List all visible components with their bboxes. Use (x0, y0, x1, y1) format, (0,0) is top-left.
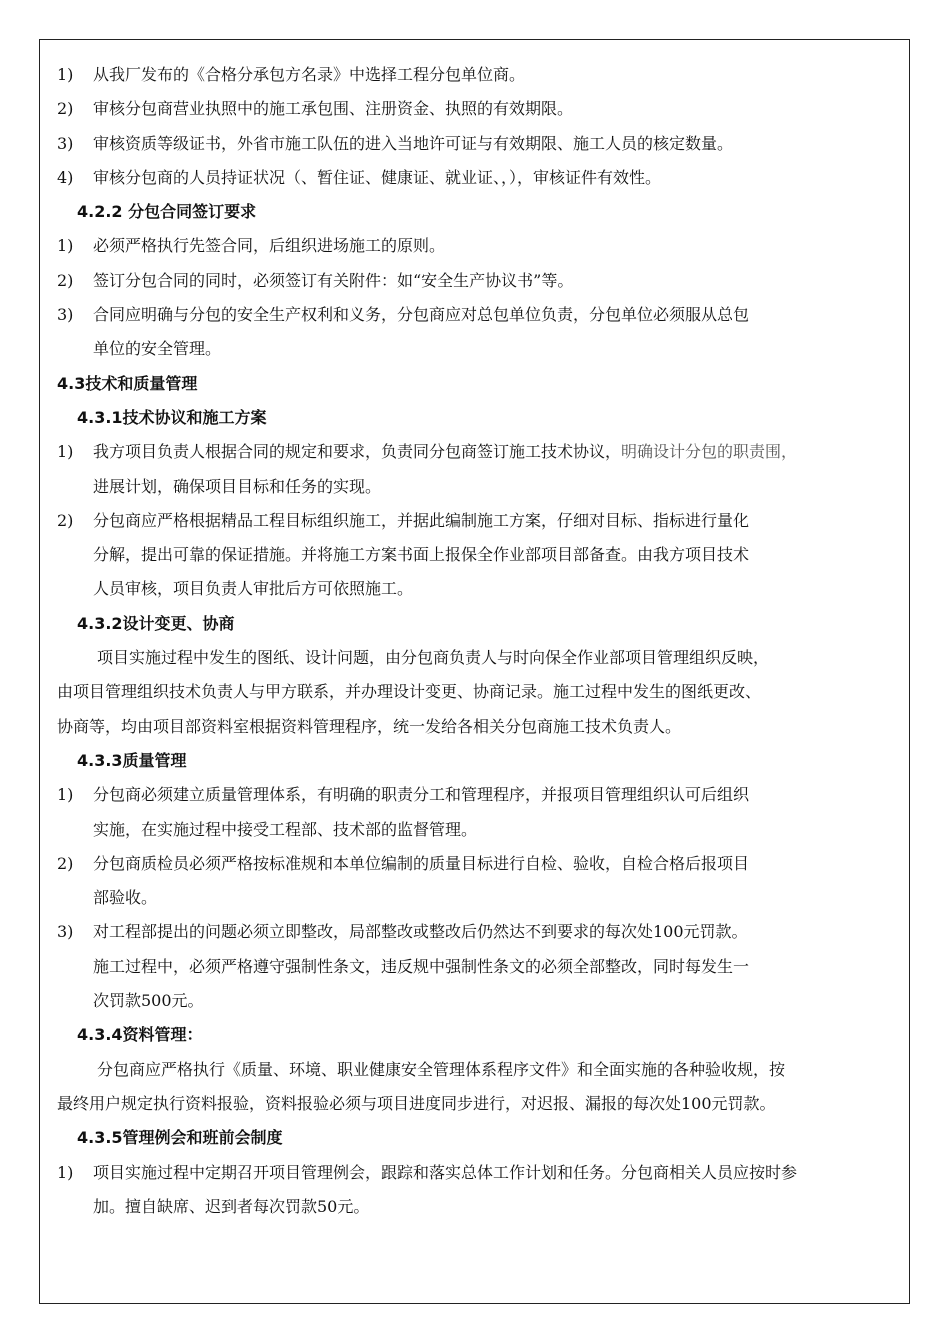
item-continuation: 施工过程中，必须严格遵守强制性条文，违反规中强制性条文的必须全部整改，同时每发生一 (93, 956, 750, 976)
item-continuation: 进展计划，确保项目目标和任务的实现。 (93, 476, 382, 496)
item-number: 1) (57, 1162, 74, 1182)
list-item (57, 504, 902, 538)
list-item (57, 778, 902, 812)
item-text: 项目实施过程中定期召开项目管理例会，跟踪和落实总体工作计划和任务。分包商相关人员应按时参 (93, 1162, 798, 1182)
section-heading-4-3-5: 4.3.5管理例会和班前会制度 (77, 1128, 283, 1148)
list-item (57, 1156, 902, 1190)
item-continuation: 部验收。 (93, 888, 158, 908)
document-body (57, 58, 902, 1224)
section-heading-4-3: 4.3技术和质量管理 (57, 373, 198, 393)
item-number: 3) (57, 133, 74, 153)
item-text: 审核分包商营业执照中的施工承包围、注册资金、执照的有效期限。 (93, 99, 574, 119)
item-continuation: 分解，提出可靠的保证措施。并将施工方案书面上报保全作业部项目部备查。由我方项目技术 (93, 545, 750, 565)
list-item (57, 847, 902, 881)
item-text: 审核分包商的人员持证状况（、暂住证、健康证、就业证、，），审核证件有效性。 (93, 167, 662, 187)
list-item (57, 264, 902, 298)
item-text-part: 我方项目负责人根据合同的规定和要求，负责同分包商签订施工技术协议， (93, 442, 622, 462)
item-continuation: 人员审核，项目负责人审批后方可依照施工。 (93, 579, 414, 599)
item-text-highlight: 明确设计分包的职责围， (621, 442, 798, 462)
item-number: 3) (57, 305, 74, 325)
item-text: 对工程部提出的问题必须立即整改，局部整改或整改后仍然达不到要求的每次处100元罚款。 (93, 922, 748, 942)
section-heading-4-3-1: 4.3.1技术协议和施工方案 (77, 407, 267, 427)
section-heading-4-3-2: 4.3.2设计变更、协商 (77, 613, 235, 633)
item-text: 签订分包合同的同时，必须签订有关附件：如“安全生产协议书”等。 (93, 270, 574, 290)
item-number: 1) (57, 65, 74, 84)
list-item (57, 127, 902, 161)
item-number: 3) (57, 922, 74, 942)
paragraph-line: 由项目管理组织技术负责人与甲方联系，并办理设计变更、协商记录。施工过程中发生的图纸更改、 (57, 682, 762, 702)
item-number: 4) (57, 167, 74, 187)
item-number: 2) (57, 510, 74, 530)
item-text: 分包商应严格根据精品工程目标组织施工，并据此编制施工方案，仔细对目标、指标进行量化 (93, 510, 750, 530)
section-heading-4-3-3: 4.3.3质量管理 (77, 750, 187, 770)
section-heading-4-3-4: 4.3.4资料管理： (77, 1025, 203, 1045)
item-text (93, 435, 797, 469)
list-item (57, 298, 902, 332)
item-continuation: 次罚款500元。 (93, 991, 204, 1011)
item-number: 1) (57, 236, 74, 256)
item-text: 必须严格执行先签合同，后组织进场施工的原则。 (93, 236, 446, 256)
item-continuation: 实施，在实施过程中接受工程部、技术部的监督管理。 (93, 819, 478, 839)
section-heading-4-2-2: 4.2.2 分包合同签订要求 (77, 202, 257, 222)
item-number: 1) (57, 785, 74, 805)
item-text: 合同应明确与分包的安全生产权利和义务，分包商应对总包单位负责，分包单位必须服从总包 (93, 305, 750, 325)
list-item (57, 229, 902, 263)
item-text: 审核资质等级证书，外省市施工队伍的进入当地许可证与有效期限、施工人员的核定数量。 (93, 133, 734, 153)
item-number: 2) (57, 270, 74, 290)
item-text: 分包商必须建立质量管理体系，有明确的职责分工和管理程序，并报项目管理组织认可后组织 (93, 785, 750, 805)
list-item (57, 92, 902, 126)
paragraph-line: 协商等，均由项目部资料室根据资料管理程序，统一发给各相关分包商施工技术负责人。 (57, 716, 682, 736)
list-item (57, 58, 902, 92)
paragraph-line: 项目实施过程中发生的图纸、设计问题，由分包商负责人与时向保全作业部项目管理组织反映， (97, 648, 770, 668)
list-item (57, 161, 902, 195)
item-continuation: 加。擅自缺席、迟到者每次罚款50元。 (93, 1196, 370, 1216)
paragraph-line: 分包商应严格执行《质量、环境、职业健康安全管理体系程序文件》和全面实施的各种验收规，按 (97, 1059, 786, 1079)
list-item (57, 435, 902, 469)
item-number: 2) (57, 99, 74, 119)
list-item (57, 915, 902, 949)
item-number: 1) (57, 442, 74, 462)
item-text: 分包商质检员必须严格按标准规和本单位编制的质量目标进行自检、验收，自检合格后报项目 (93, 853, 750, 873)
item-text: 从我厂发布的《合格分承包方名录》中选择工程分包单位商。 (93, 65, 526, 84)
paragraph-line: 最终用户规定执行资料报验，资料报验必须与项目进度同步进行，对迟报、漏报的每次处100元罚款。 (57, 1093, 776, 1113)
item-continuation: 单位的安全管理。 (93, 339, 222, 359)
item-number: 2) (57, 853, 74, 873)
